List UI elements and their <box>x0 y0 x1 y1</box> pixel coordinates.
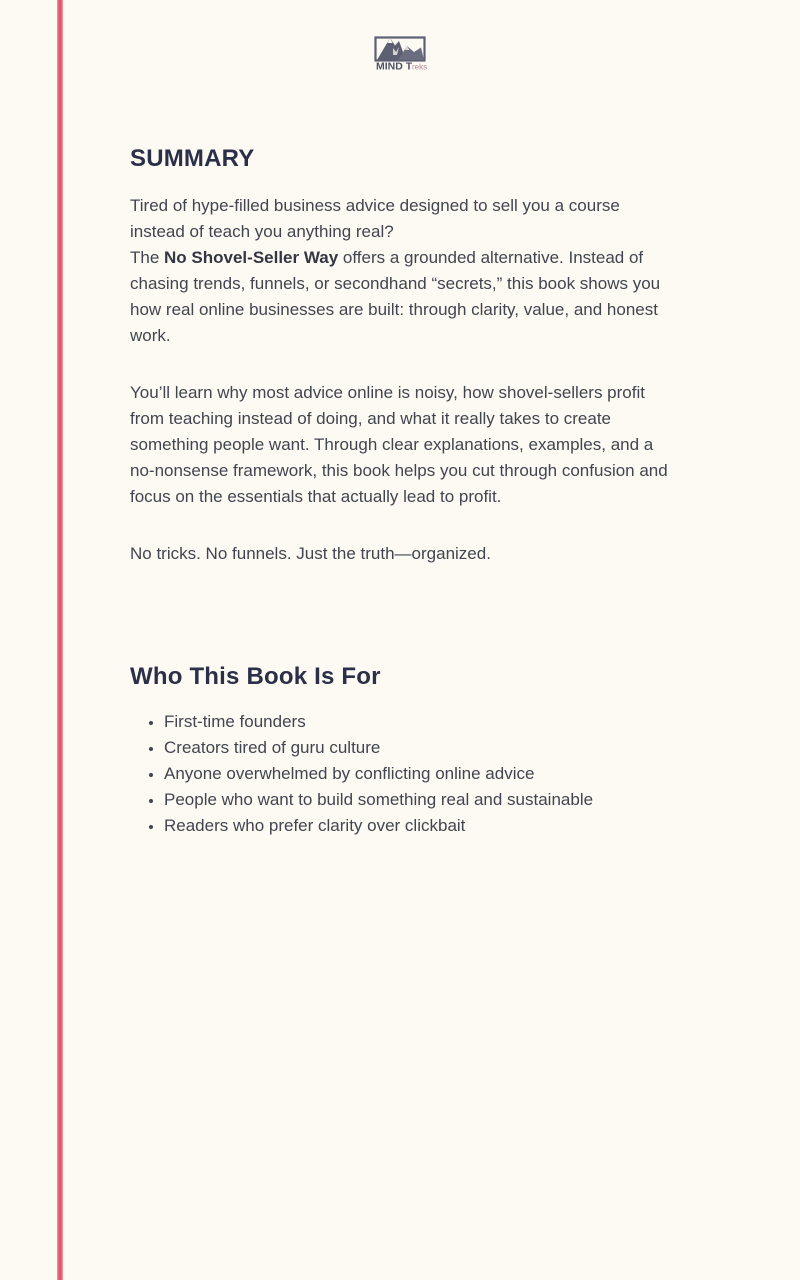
left-accent-line <box>57 0 63 1280</box>
list-item: • Anyone overwhelmed by conflicting online advice <box>164 761 670 787</box>
list-item: • Readers who prefer clarity over clickbait <box>164 813 670 839</box>
who-heading: Who This Book Is For <box>130 663 381 690</box>
brand-name-light: reks <box>412 62 428 72</box>
summary-paragraph-1 <box>130 193 670 349</box>
summary-p1-pre: The <box>130 248 165 267</box>
summary-paragraph-3: No tricks. No funnels. Just the truth—organized. <box>130 544 491 563</box>
book-title-bold: No Shovel-Seller Way <box>164 248 339 267</box>
list-item: • Creators tired of guru culture <box>164 735 670 761</box>
page-content <box>130 145 670 839</box>
list-item: • First-time founders <box>164 709 670 735</box>
who-list <box>130 709 670 839</box>
summary-p1-post: offers a grounded alternative. Instead of chasing trends, funnels, or secondhand “secrets,” this book shows you how real online businesses are built: through clarity, value, and honest work. <box>130 248 661 345</box>
summary-p1-line1: Tired of hype-filled business advice designed to sell you a course instead of teach you anything real? <box>130 196 620 241</box>
mountain-logo-icon <box>369 33 431 75</box>
list-item: • People who want to build something real and sustainable <box>164 787 670 813</box>
summary-heading: SUMMARY <box>130 145 255 172</box>
brand-name-bold: MIND T <box>376 60 413 73</box>
brand-logo <box>0 33 800 75</box>
summary-paragraph-2: You’ll learn why most advice online is noisy, how shovel-sellers profit from teaching instead of doing, and what it really takes to create something people want. Through clear explanations, examples, and a no-nonsense framework, this book helps you cut through confusion and focus on the essentials that actually lead to profit. <box>130 383 668 506</box>
